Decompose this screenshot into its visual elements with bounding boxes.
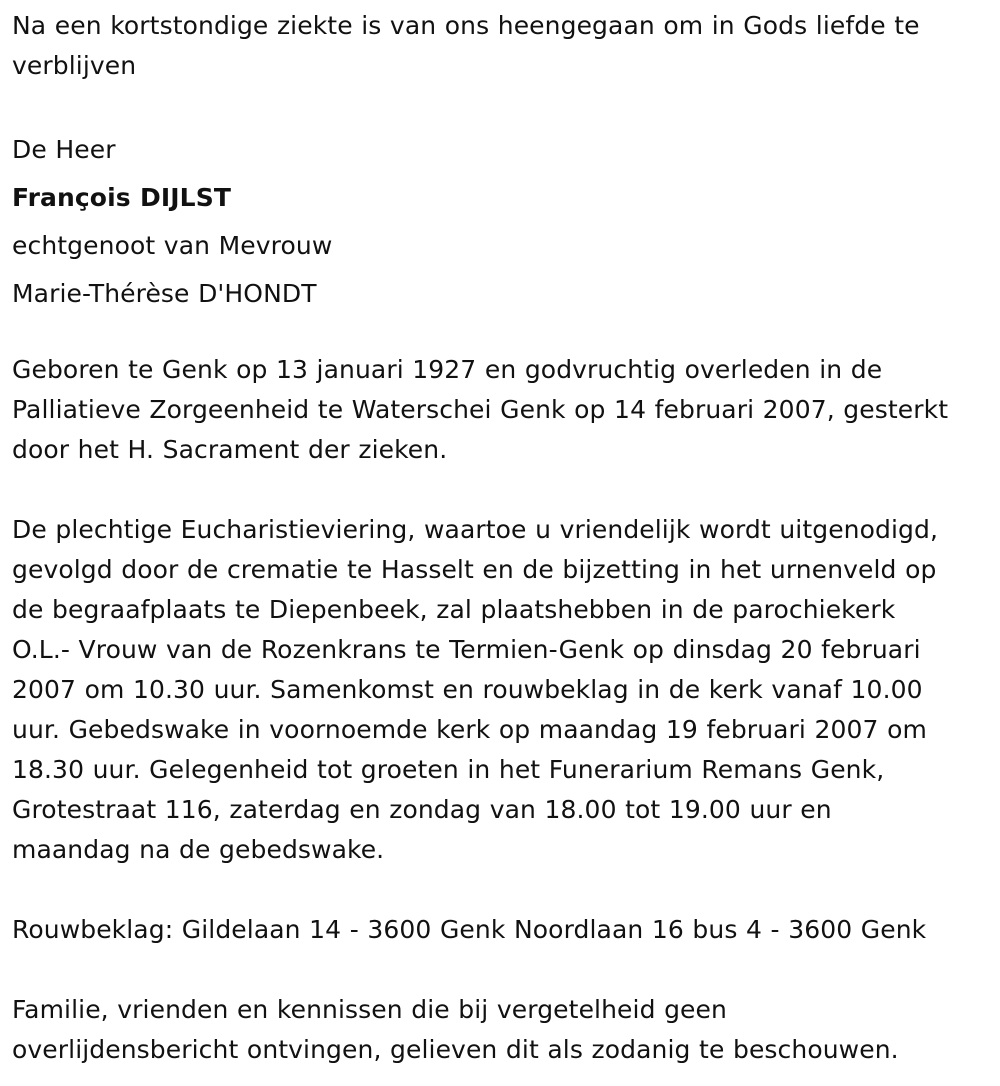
spacer — [12, 950, 988, 990]
ceremony-line-7: 18.30 uur. Gelegenheid tot groeten in het Funerarium Remans Genk, — [12, 755, 885, 784]
birth-death-paragraph — [12, 350, 988, 470]
salutation: De Heer — [12, 135, 116, 164]
ceremony-line-2: gevolgd door de crematie te Hasselt en de bijzetting in het urnenveld op — [12, 555, 937, 584]
birth-death-line-3: door het H. Sacrament der zieken. — [12, 435, 448, 464]
spacer — [12, 86, 988, 126]
birth-death-line-2: Palliatieve Zorgeenheid te Waterschei Genk op 14 februari 2007, gesterkt — [12, 395, 949, 424]
condolences-address: Rouwbeklag: Gildelaan 14 - 3600 Genk Noordlaan 16 bus 4 - 3600 Genk — [12, 915, 927, 944]
spacer — [12, 870, 988, 910]
closing-line-2: overlijdensbericht ontvingen, gelieven dit als zodanig te beschouwen. — [12, 1035, 899, 1064]
deceased-name: François DIJLST — [12, 183, 231, 212]
ceremony-line-8: Grotestraat 116, zaterdag en zondag van 18.00 tot 19.00 uur en — [12, 795, 832, 824]
spacer — [12, 318, 988, 350]
intro-line-1: Na een kortstondige ziekte is van ons heengegaan om in Gods liefde te — [12, 11, 920, 40]
birth-death-line-1: Geboren te Genk op 13 januari 1927 en godvruchtig overleden in de — [12, 355, 883, 384]
spouse-relation: echtgenoot van Mevrouw — [12, 231, 333, 260]
closing-paragraph — [12, 990, 988, 1070]
ceremony-line-3: de begraafplaats te Diepenbeek, zal plaatshebben in de parochiekerk — [12, 595, 896, 624]
ceremony-line-6: uur. Gebedswake in voornoemde kerk op maandag 19 februari 2007 om — [12, 715, 927, 744]
spacer — [12, 470, 988, 510]
intro-paragraph — [12, 6, 988, 86]
ceremony-line-4: O.L.- Vrouw van de Rozenkrans te Termien-Genk op dinsdag 20 februari — [12, 635, 921, 664]
person-block — [12, 126, 988, 318]
ceremony-paragraph — [12, 510, 988, 870]
ceremony-line-5: 2007 om 10.30 uur. Samenkomst en rouwbeklag in de kerk vanaf 10.00 — [12, 675, 923, 704]
ceremony-line-9: maandag na de gebedswake. — [12, 835, 385, 864]
ceremony-line-1: De plechtige Eucharistieviering, waartoe u vriendelijk wordt uitgenodigd, — [12, 515, 939, 544]
intro-line-2: verblijven — [12, 51, 137, 80]
closing-line-1: Familie, vrienden en kennissen die bij vergetelheid geen — [12, 995, 727, 1024]
condolences-paragraph — [12, 910, 988, 950]
spouse-name: Marie-Thérèse D'HONDT — [12, 279, 317, 308]
